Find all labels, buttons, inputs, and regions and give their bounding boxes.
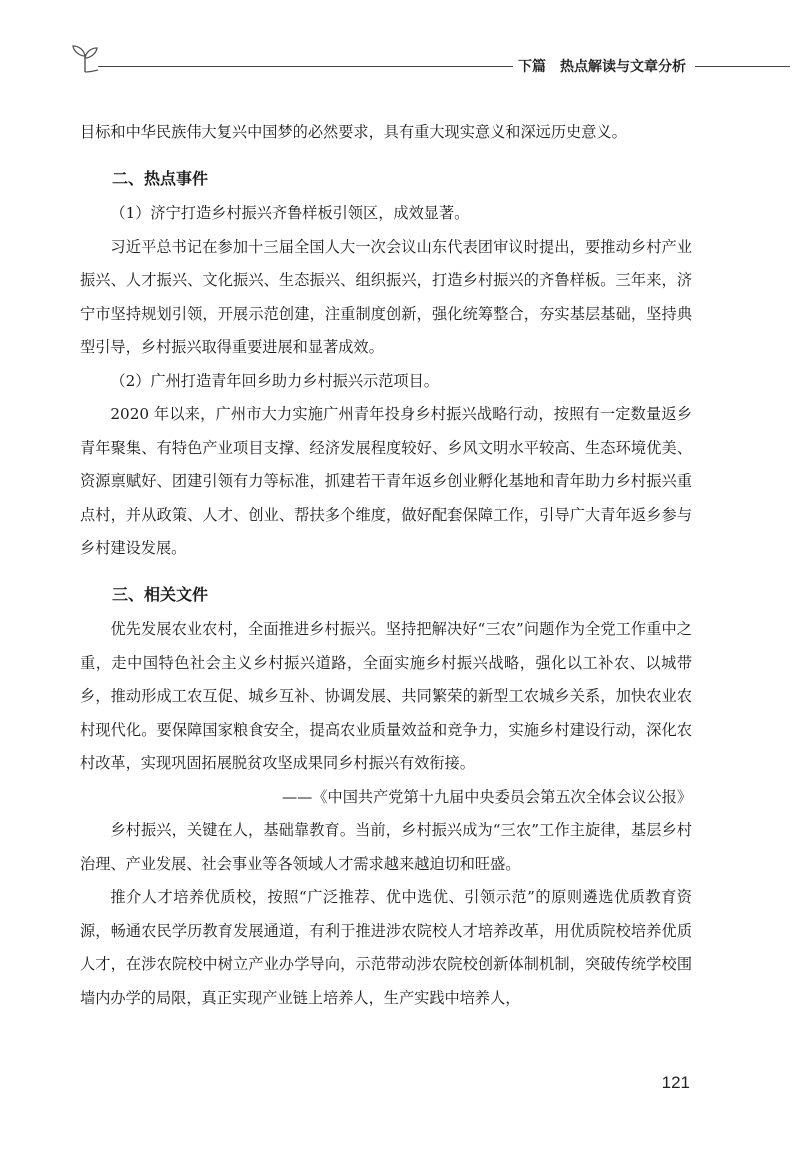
header-rule-right <box>695 66 790 67</box>
paragraph-guangzhou: 2020 年以来，广州市大力实施广州青年投身乡村振兴战略行动，按照有一定数量返乡青年聚集、有特色产业项目支撑、经济发展程度较好、乡风文明水平较高、生态环境优美、资源禀赋好、团建引领有力等标准，抓建若干青年返乡创业孵化基地和青年助力乡村振兴重点村，并从政策、人才、创业、帮扶多个维度，做好配套保障工作，引导广大青年返乡参与乡村建设发展。 <box>80 405 692 557</box>
subheading-jining: （1）济宁打造乡村振兴齐鲁样板引领区，成效显著。 <box>110 204 470 222</box>
paragraph-jining: 习近平总书记在参加十三届全国人大一次会议山东代表团审议时提出，要推动乡村产业振兴、人才振兴、文化振兴、生态振兴、组织振兴，打造乡村振兴的齐鲁样板。三年来，济宁市坚持规划引领，开展示范创建，注重制度创新，强化统筹整合，夯实基层基础，坚持典型引导，乡村振兴取得重要进展和显著成效。 <box>80 237 692 356</box>
page-body <box>80 116 692 1015</box>
page-number: 121 <box>661 1073 690 1092</box>
section-heading-hot-events: 二、热点事件 <box>112 168 209 188</box>
paragraph-schools: 推介人才培养优质校，按照“广泛推荐、优中选优、引领示范”的原则遴选优质教育资源，畅通农民学历教育发展通道，有利于推进涉农院校人才培养改革，用优质院校培养优质人才，在涉农院校中树立产业办学导向，示范带动涉农院校创新体制机制，突破传统学校围墙内办学的局限，真正实现产业链上培养人，生产实践中培养人， <box>80 888 692 1007</box>
quote-source: ——《中国共产党第十九届中央委员会第五次全体会议公报》 <box>281 787 692 806</box>
paragraph-talent: 乡村振兴，关键在人，基础靠教育。当前，乡村振兴成为“三农”工作主旋律，基层乡村治理、产业发展、社会事业等各领域人才需求越来越迫切和旺盛。 <box>80 821 692 873</box>
header-rule-left <box>98 66 513 67</box>
section-heading-documents: 三、相关文件 <box>112 584 209 604</box>
subheading-guangzhou: （2）广州打造青年回乡助力乡村振兴示范项目。 <box>110 371 439 390</box>
running-header-title: 下篇 热点解读与文章分析 <box>518 59 686 75</box>
page-header <box>0 38 800 78</box>
paragraph-continuation: 目标和中华民族伟大复兴中国梦的必然要求，具有重大现实意义和深远历史意义。 <box>80 123 627 141</box>
paragraph-document-quote: 优先发展农业农村，全面推进乡村振兴。坚持把解决好“三农”问题作为全党工作重中之重，走中国特色社会主义乡村振兴道路，全面实施乡村振兴战略，强化以工补农、以城带乡，推动形成工农互促、城乡互补、协调发展、共同繁荣的新型工农城乡关系，加快农业农村现代化。要保障国家粮食安全，提高农业质量效益和竞争力，实施乡村建设行动，深化农村改革，实现巩固拓展脱贫攻坚成果同乡村振兴有效衔接。 <box>80 620 692 772</box>
sprout-icon <box>70 42 100 74</box>
